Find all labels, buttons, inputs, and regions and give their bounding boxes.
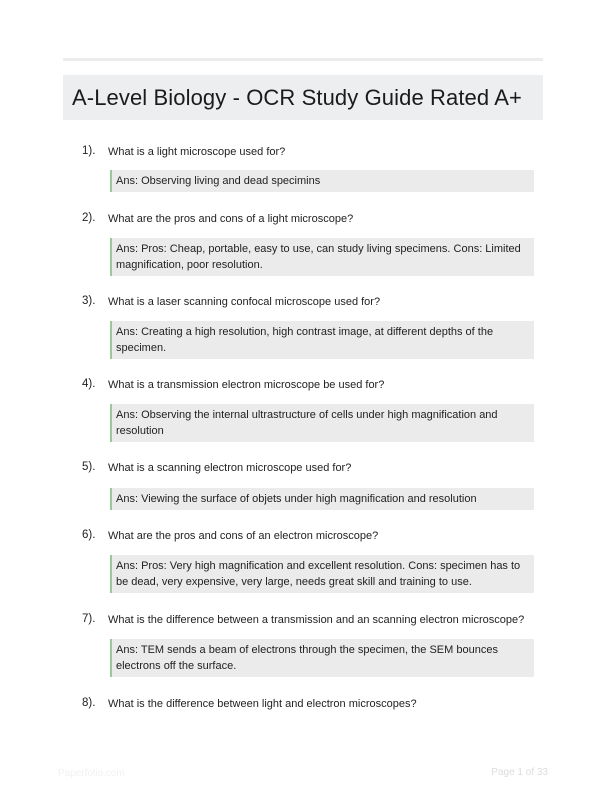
- top-divider: [63, 58, 543, 61]
- answer-box: Ans: TEM sends a beam of electrons through the specimen, the SEM bounces electrons off the surface.: [110, 639, 534, 677]
- question-text: What are the pros and cons of an electron microscope?: [108, 530, 379, 542]
- question-number: 1).: [82, 145, 96, 157]
- question-text: What is a transmission electron microscope be used for?: [108, 379, 385, 391]
- question-number: 6).: [82, 529, 96, 541]
- footer-watermark: Paperfolio.com: [58, 768, 125, 779]
- answer-box: Ans: Viewing the surface of objets under high magnification and resolution: [110, 488, 534, 510]
- answer-box: Ans: Pros: Very high magnification and excellent resolution. Cons: specimen has to be dead, very expensive, very large, needs great skill and training to use.: [110, 555, 534, 593]
- question-text: What is a laser scanning confocal microscope used for?: [108, 296, 381, 308]
- question-number: 4).: [82, 378, 96, 390]
- question-text: What are the pros and cons of a light microscope?: [108, 213, 354, 225]
- question-number: 2).: [82, 212, 96, 224]
- question-text: What is the difference between light and electron microscopes?: [108, 698, 417, 710]
- answer-box: Ans: Observing living and dead specimins: [110, 170, 534, 192]
- answer-box: Ans: Pros: Cheap, portable, easy to use, can study living specimens. Cons: Limited magnification, poor resolution.: [110, 238, 534, 276]
- answer-box: Ans: Observing the internal ultrastructure of cells under high magnification and resolution: [110, 404, 534, 442]
- document-title: A-Level Biology - OCR Study Guide Rated A+: [72, 84, 522, 110]
- title-banner: [63, 75, 543, 120]
- question-text: What is a scanning electron microscope used for?: [108, 462, 352, 474]
- answer-box: Ans: Creating a high resolution, high contrast image, at different depths of the specimen.: [110, 321, 534, 359]
- question-number: 8).: [82, 697, 96, 709]
- question-number: 3).: [82, 295, 96, 307]
- question-text: What is a light microscope used for?: [108, 146, 286, 158]
- question-text: What is the difference between a transmission and an scanning electron microscope?: [108, 614, 525, 626]
- question-number: 7).: [82, 613, 96, 625]
- page-indicator: Page 1 of 33: [491, 767, 548, 778]
- question-number: 5).: [82, 461, 96, 473]
